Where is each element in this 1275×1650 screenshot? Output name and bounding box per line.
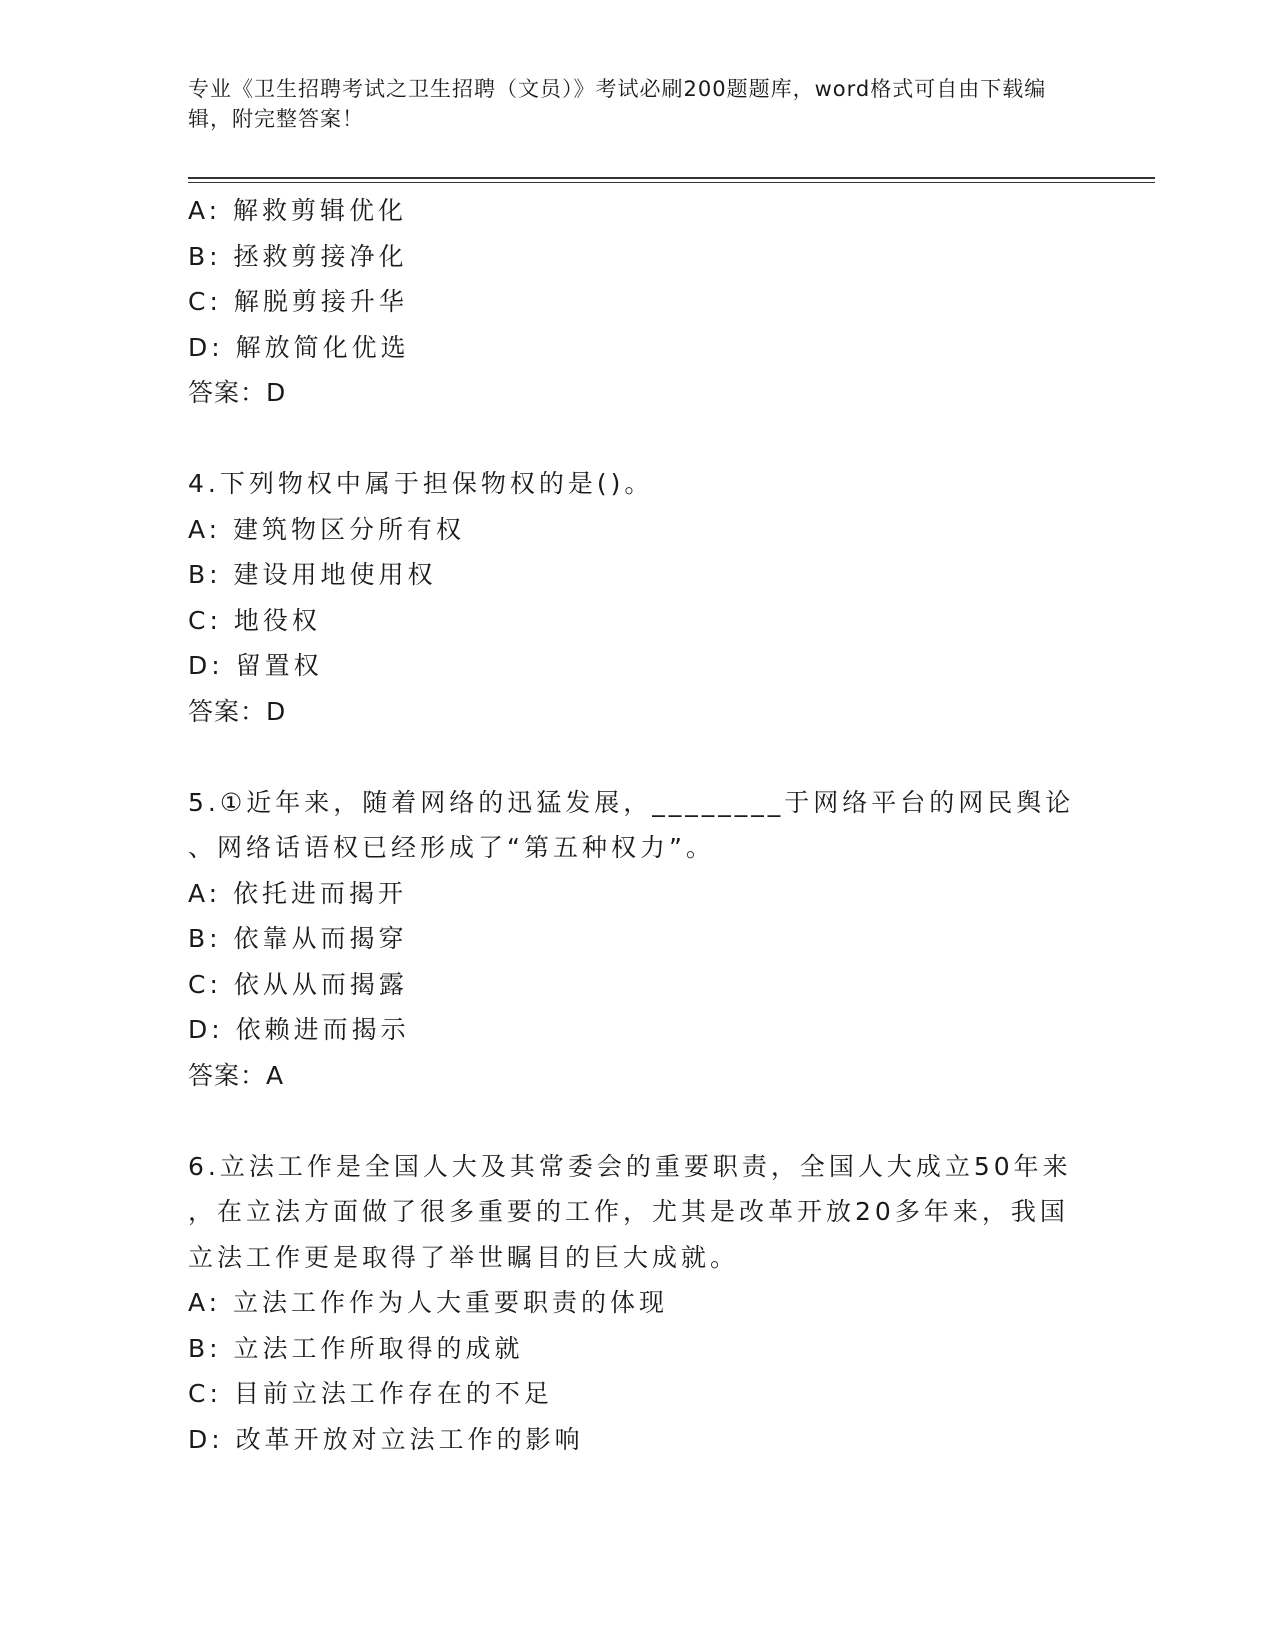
question-4 — [188, 461, 1088, 734]
option-b: B: 依靠从而揭穿 — [188, 924, 408, 953]
question-text: 4.下列物权中属于担保物权的是()。 — [188, 469, 654, 498]
spacer — [188, 734, 1088, 780]
option-c: C: 目前立法工作存在的不足 — [188, 1379, 553, 1408]
option-a: A: 解救剪辑优化 — [188, 196, 408, 225]
question-text-line-2: 、网络话语权已经形成了“第五种权力”。 — [188, 833, 715, 862]
question-3 — [188, 188, 1088, 416]
option-c: C: 依从从而揭露 — [188, 969, 408, 999]
option-c: C: 解脱剪接升华 — [188, 287, 408, 316]
answer: 答案：D — [188, 696, 287, 726]
option-a: A: 依托进而揭开 — [188, 878, 408, 908]
option-d: D: 解放简化优选 — [188, 332, 410, 362]
option-b: B: 拯救剪接净化 — [188, 241, 408, 271]
question-6 — [188, 1144, 1088, 1463]
answer: 答案：A — [188, 1060, 285, 1090]
document-header: 专业《卫生招聘考试之卫生招聘（文员）》考试必刷200题题库，word格式可自由下载编辑，附完整答案！ — [188, 77, 1047, 131]
option-a: A: 建筑物区分所有权 — [188, 514, 466, 544]
option-d: D: 改革开放对立法工作的影响 — [188, 1424, 584, 1454]
spacer — [188, 416, 1088, 462]
question-5 — [188, 780, 1088, 1099]
question-text-line-1: 5.①近年来，随着网络的迅猛发展，________于网络平台的网民舆论 — [188, 787, 1075, 817]
question-text-line-2: ，在立法方面做了很多重要的工作，尤其是改革开放20多年来，我国 — [188, 1197, 1069, 1226]
option-b: B: 立法工作所取得的成就 — [188, 1333, 524, 1363]
spacer — [188, 1098, 1088, 1144]
option-c: C: 地役权 — [188, 605, 321, 635]
question-text-line-1: 6.立法工作是全国人大及其常委会的重要职责，全国人大成立50年来 — [188, 1151, 1072, 1181]
header-rule — [188, 177, 1155, 179]
option-d: D: 依赖进而揭示 — [188, 1015, 410, 1044]
question-text-line-3: 立法工作更是取得了举世瞩目的巨大成就。 — [188, 1242, 740, 1272]
answer: 答案：D — [188, 378, 287, 407]
header-rule-thin — [188, 182, 1155, 183]
question-content — [188, 188, 1088, 1462]
option-a: A: 立法工作作为人大重要职责的体现 — [188, 1288, 669, 1317]
option-d: D: 留置权 — [188, 651, 323, 680]
option-b: B: 建设用地使用权 — [188, 560, 437, 589]
